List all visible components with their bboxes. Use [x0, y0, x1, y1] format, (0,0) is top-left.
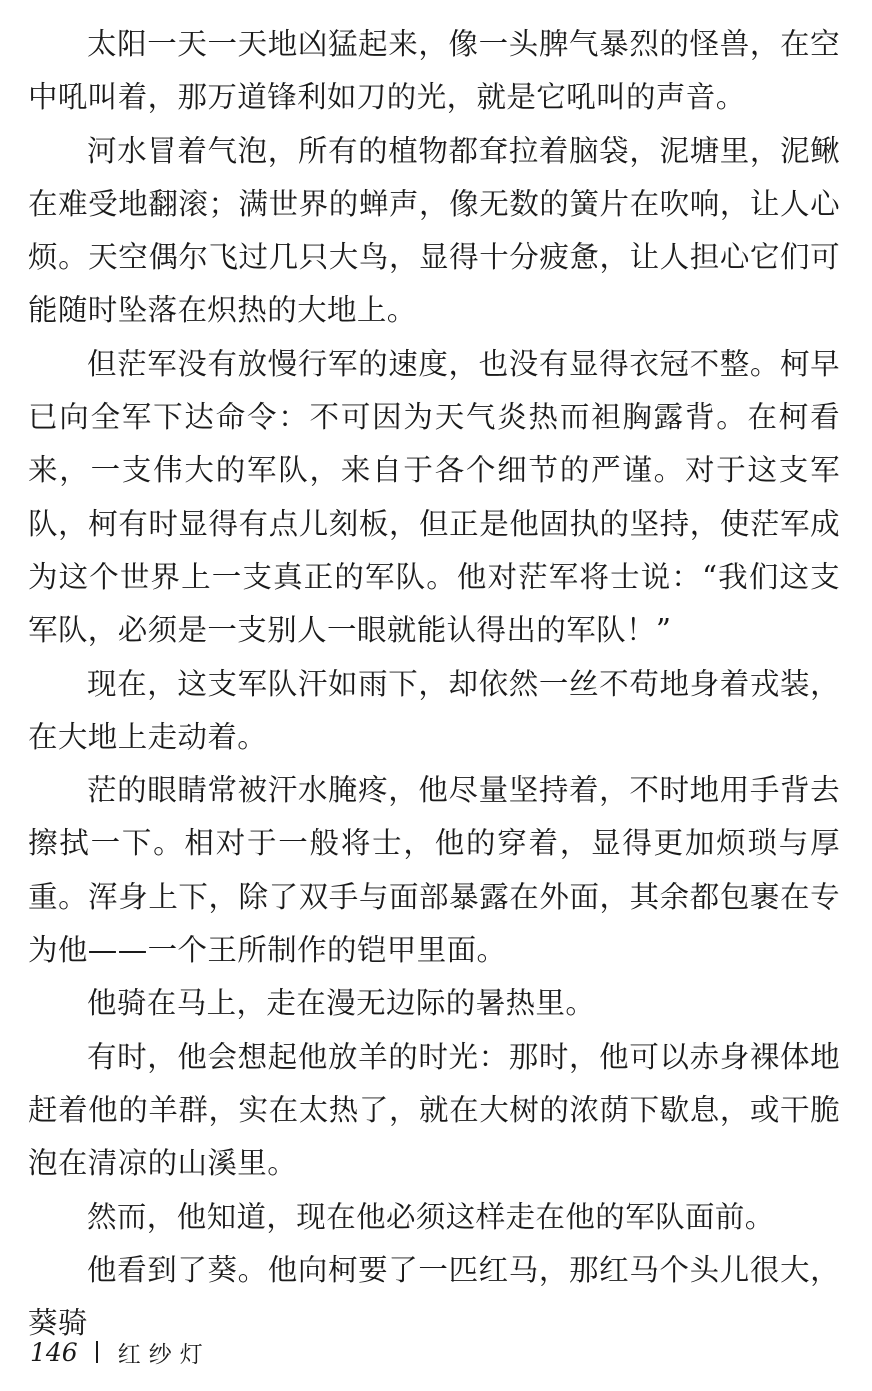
paragraph-4: 现在，这支军队汗如雨下，却依然一丝不苟地身着戎装，在大地上走动着。	[28, 666, 840, 754]
paragraph-9: 他看到了葵。他向柯要了一匹红马，那红马个头儿很大，葵骑	[28, 1252, 840, 1341]
paragraph-5: 茫的眼睛常被汗水腌疼，他尽量坚持着，不时地用手背去擦拭一下。相对于一般将士，他的穿着，显得更加烦琐与厚重。浑身上下，除了双手与面部暴露在外面，其余都包裹在专为他——一个王所制作的铠甲里面。	[28, 773, 840, 968]
body-text	[28, 18, 840, 1350]
paragraph-6: 他骑在马上，走在漫无边际的暑热里。	[87, 986, 596, 1021]
paragraph-3: 但茫军没有放慢行军的速度，也没有显得衣冠不整。柯早已向全军下达命令：不可因为天气炎热而袒胸露背。在柯看来，一支伟大的军队，来自于各个细节的严谨。对于这支军队，柯有时显得有点儿刻板，但正是他固执的坚持，使茫军成为这个世界上一支真正的军队。他对茫军将士说：“我们这支军队，必须是一支别人一眼就能认得出的军队！”	[28, 346, 840, 648]
running-title: 红纱灯	[117, 1341, 211, 1368]
paragraph-2: 河水冒着气泡，所有的植物都耷拉着脑袋，泥塘里，泥鳅在难受地翻滚；满世界的蝉声，像无数的簧片在吹响，让人心烦。天空偶尔飞过几只大鸟，显得十分疲惫，让人担心它们可能随时坠落在炽热的大地上。	[28, 133, 840, 328]
paragraph-7: 有时，他会想起他放羊的时光：那时，他可以赤身裸体地赶着他的羊群，实在太热了，就在大树的浓荫下歇息，或干脆泡在清凉的山溪里。	[28, 1039, 840, 1181]
page-number: 146	[30, 1337, 78, 1367]
page-footer	[30, 1332, 211, 1372]
footer-divider	[96, 1341, 98, 1363]
paragraph-1: 太阳一天一天地凶猛起来，像一头脾气暴烈的怪兽，在空中吼叫着，那万道锋利如刀的光，就是它吼叫的声音。	[28, 27, 840, 115]
paragraph-8: 然而，他知道，现在他必须这样走在他的军队面前。	[87, 1199, 775, 1234]
